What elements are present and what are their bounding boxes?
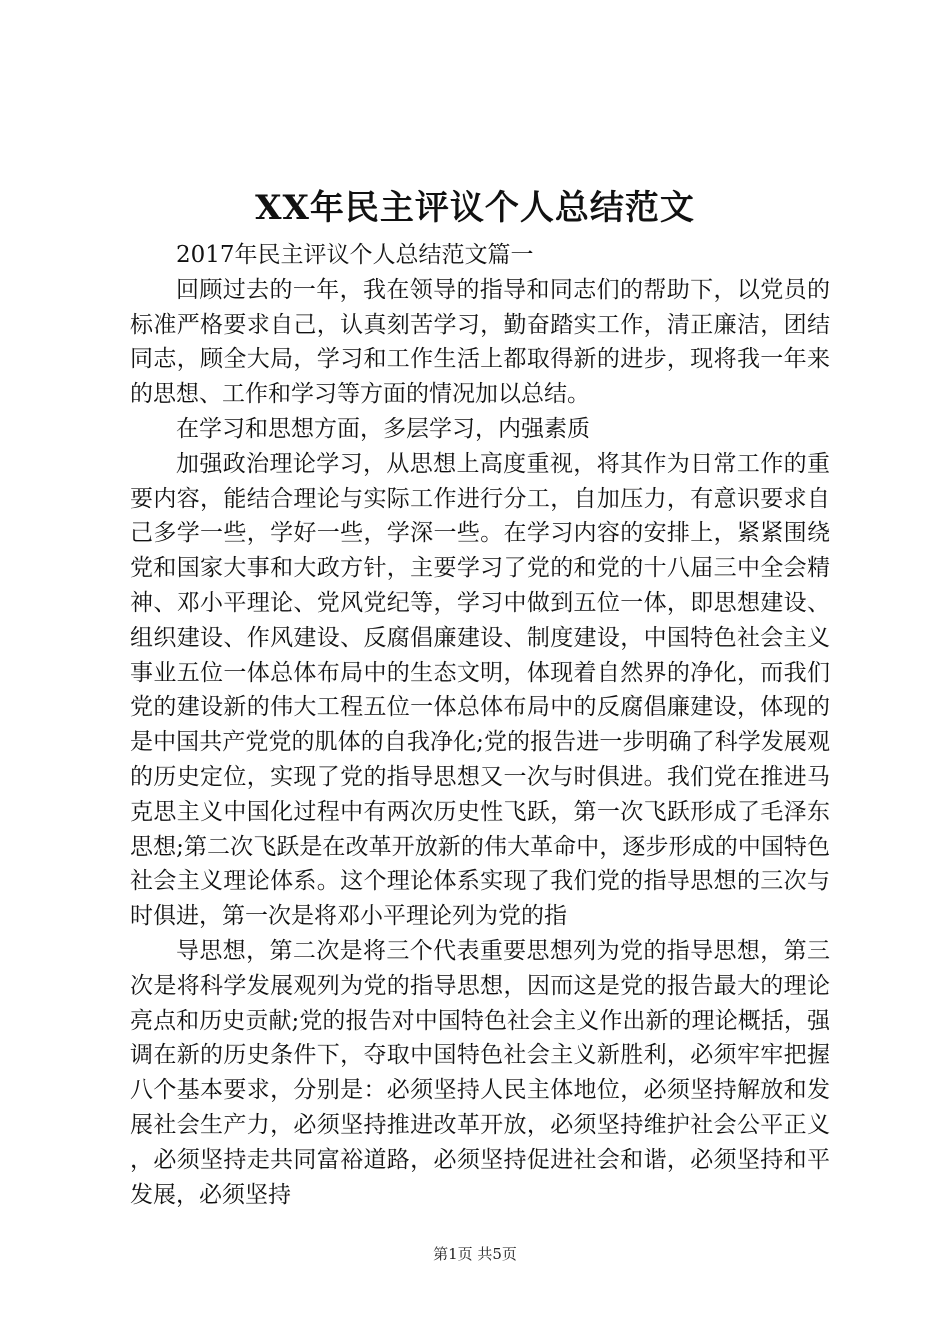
paragraph: 导思想，第二次是将三个代表重要思想列为党的指导思想，第三次是将科学发展观列为党的指导思想，因而这是党的报告最大的理论亮点和历史贡献;党的报告对中国特色社会主义作出新的理论概括，强调在新的历史条件下，夺取中国特色社会主义新胜利，必须牢牢把握八个基本要求，分别是：必须坚持人民主体地位，必须坚持解放和发展社会生产力，必须坚持推进改革开放，必须坚持维护社会公平正义，必须坚持走共同富裕道路，必须坚持促进社会和谐，必须坚持和平发展，必须坚持 (130, 937, 830, 1208)
subheading: 在学习和思想方面，多层学习，内强素质 (176, 415, 590, 442)
document-body (130, 238, 830, 1212)
section-heading: 2017年民主评议个人总结范文篇一 (176, 242, 534, 268)
document-title: XX年民主评议个人总结范文 (255, 188, 695, 228)
page-footer: 第1页 共5页 (433, 1245, 517, 1263)
paragraph: 回顾过去的一年，我在领导的指导和同志们的帮助下，以党员的标准严格要求自己，认真刻苦学习，勤奋踏实工作，清正廉洁，团结同志，顾全大局，学习和工作生活上都取得新的进步，现将我一年来的思想、工作和学习等方面的情况加以总结。 (130, 276, 830, 408)
paragraph: 加强政治理论学习，从思想上高度重视，将其作为日常工作的重要内容，能结合理论与实际工作进行分工，自加压力，有意识要求自己多学一些，学好一些，学深一些。在学习内容的安排上，紧紧围绕党和国家大事和大政方针，主要学习了党的和党的十八届三中全会精神、邓小平理论、党风党纪等，学习中做到五位一体，即思想建设、组织建设、作风建设、反腐倡廉建设、制度建设，中国特色社会主义事业五位一体总体布局中的生态文明，体现着自然界的净化，而我们党的建设新的伟大工程五位一体总体布局中的反腐倡廉建设，体现的是中国共产党党的肌体的自我净化;党的报告进一步明确了科学发展观的历史定位，实现了党的指导思想又一次与时俱进。我们党在推进马克思主义中国化过程中有两次历史性飞跃，第一次飞跃形成了毛泽东思想;第二次飞跃是在改革开放新的伟大革命中，逐步形成的中国特色社会主义理论体系。这个理论体系实现了我们党的指导思想的三次与时俱进，第一次是将邓小平理论列为党的指 (130, 450, 830, 930)
